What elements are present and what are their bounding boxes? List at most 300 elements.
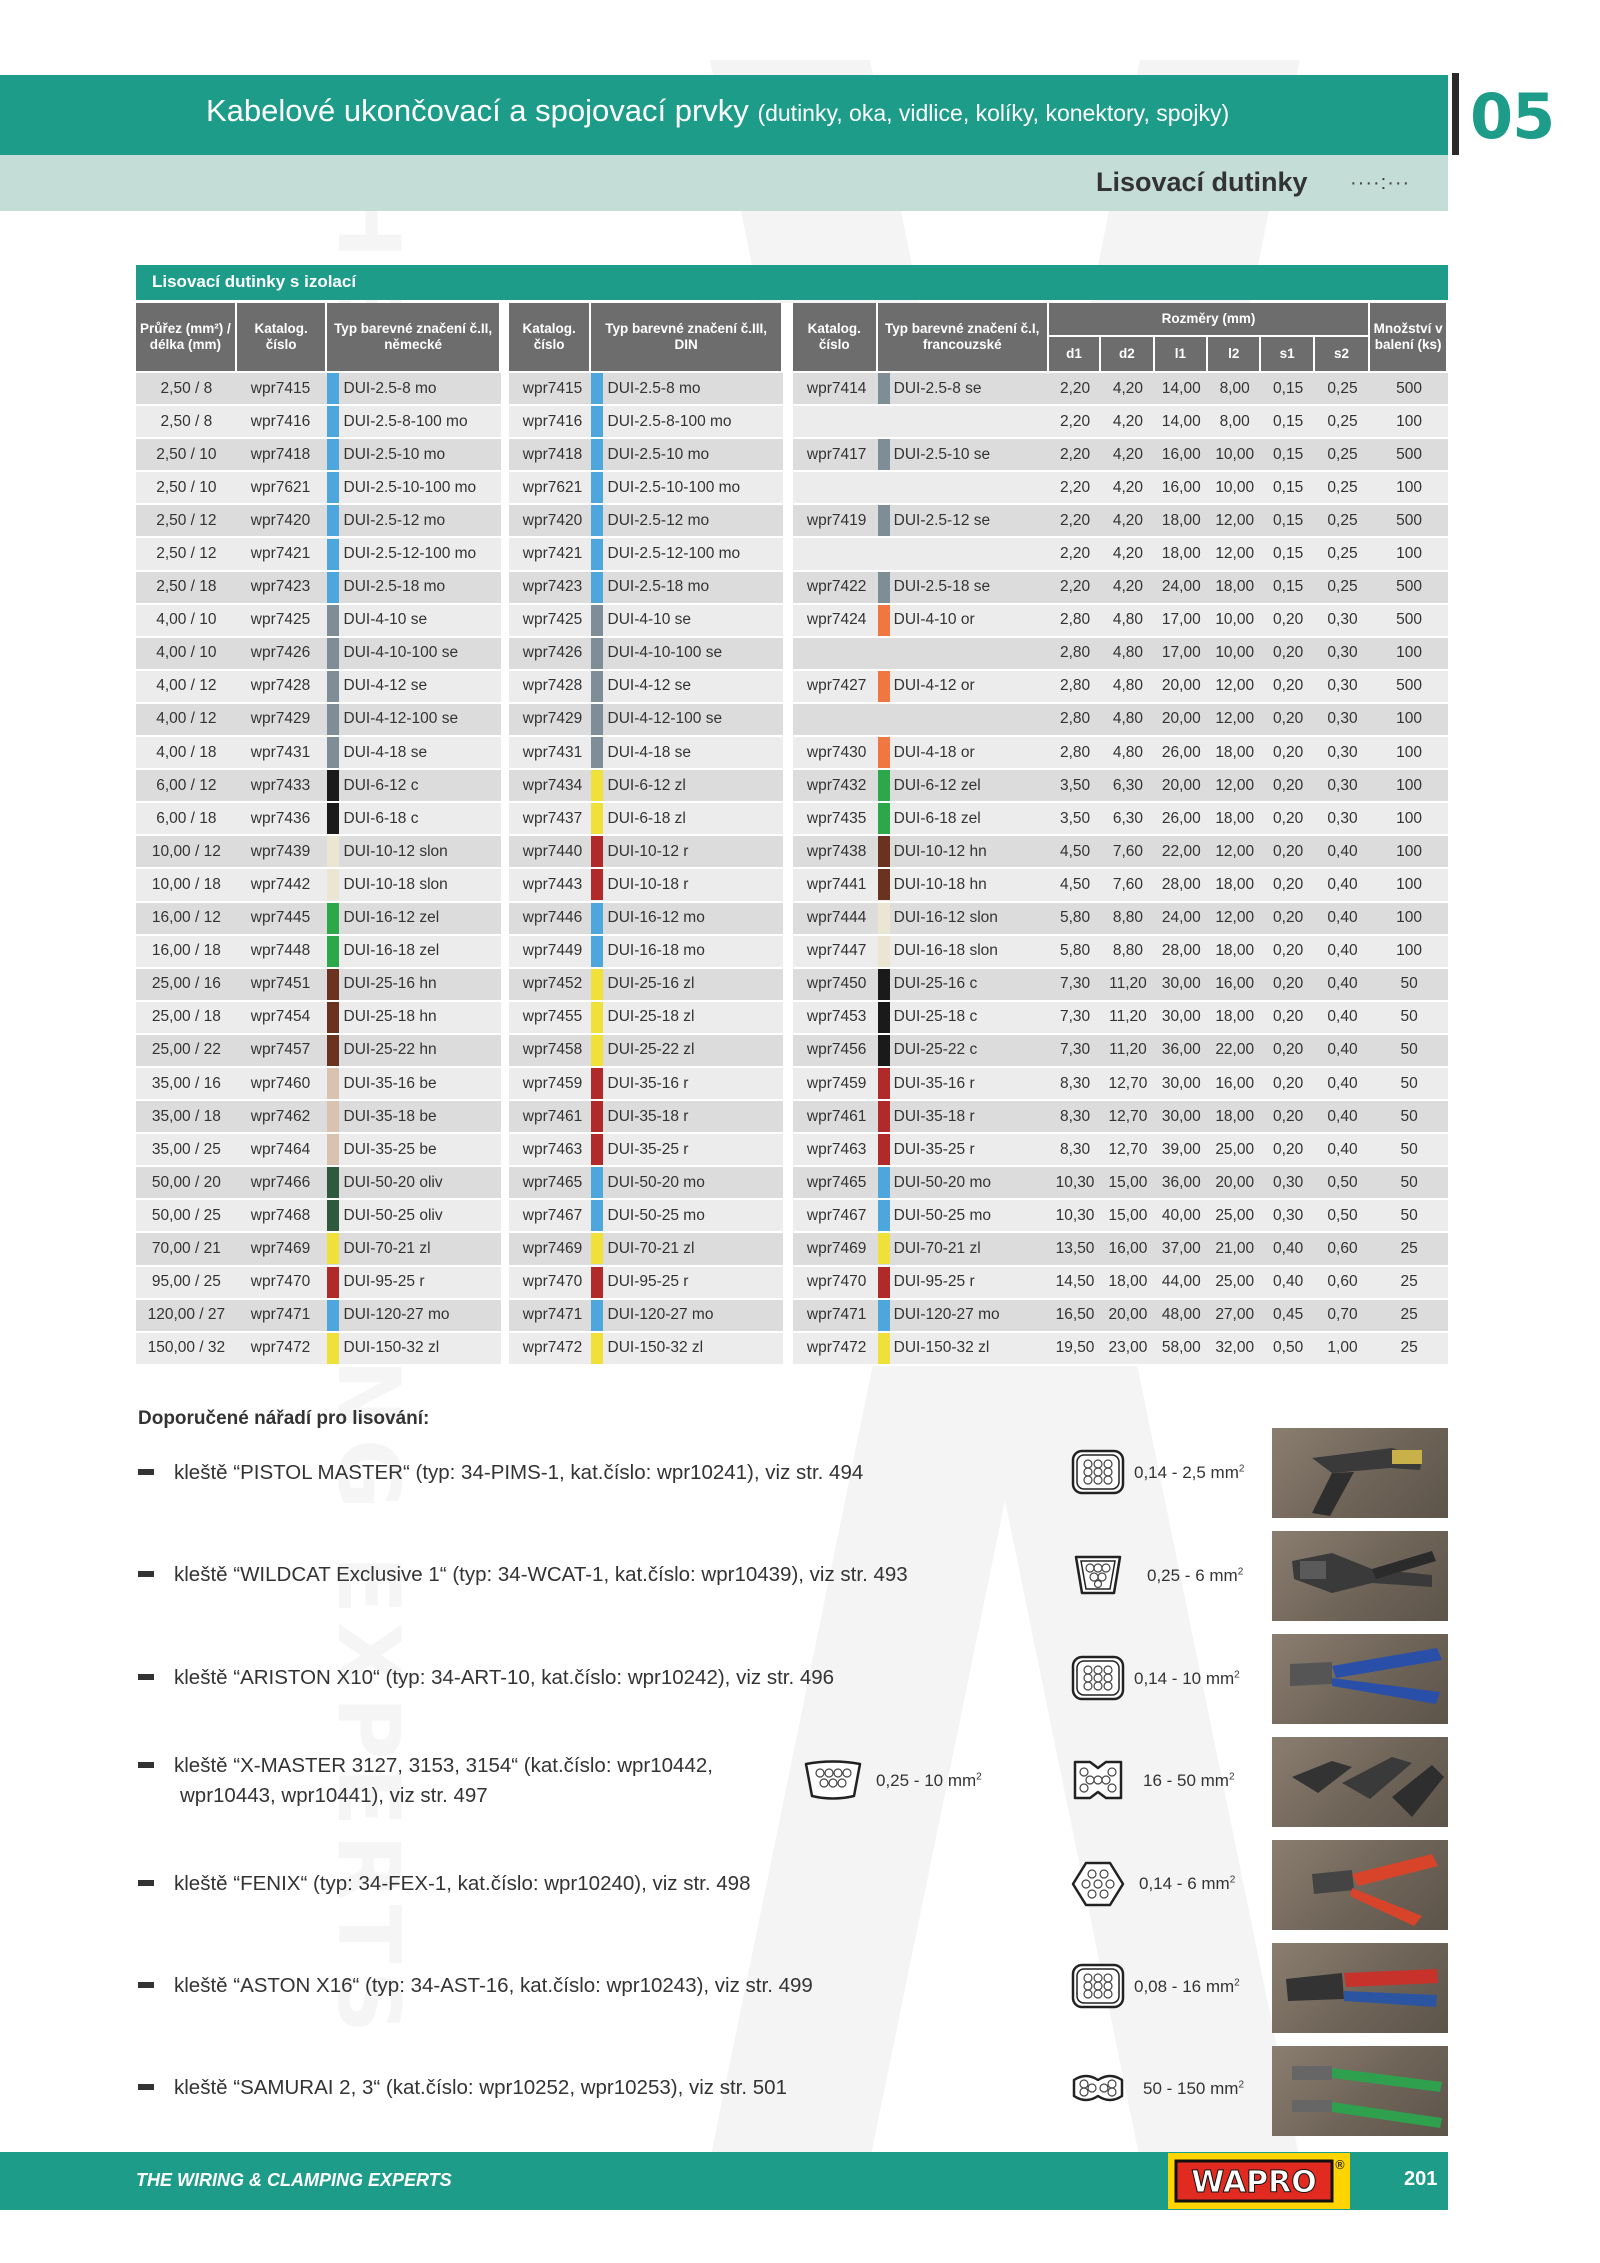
type-cell: DUI-25-16 c	[890, 969, 1049, 1002]
dimension-cell: 30,00	[1155, 969, 1208, 1002]
catalog-number-cell: wpr7416	[237, 406, 328, 439]
product-table	[136, 303, 1448, 1366]
catalog-number-cell: wpr7417	[793, 439, 878, 472]
catalog-number-cell: wpr7470	[793, 1267, 878, 1300]
quantity-cell: 100	[1370, 903, 1448, 936]
color-swatch	[878, 1167, 890, 1200]
header-dimensions: Rozměry (mm)	[1049, 303, 1370, 337]
dimension-cell: 7,30	[1049, 1035, 1101, 1068]
type-cell: DUI-35-18 r	[604, 1101, 783, 1134]
catalog-number-cell: wpr7431	[237, 737, 328, 770]
table-row	[136, 1002, 1448, 1035]
color-swatch	[878, 1002, 890, 1035]
crimp-range-label: 0,14 - 6 $mm^2$	[1139, 1874, 1236, 1893]
crimp-trapezoid-icon	[800, 1756, 866, 1804]
color-swatch	[327, 1233, 339, 1266]
table-row	[136, 472, 1448, 505]
dimension-cell: 19,50	[1049, 1333, 1101, 1366]
type-cell: DUI-70-21 zl	[340, 1233, 501, 1266]
crimp-range-label: 50 - 150 $mm^2$	[1143, 2079, 1244, 2098]
dimension-cell: 12,00	[1208, 704, 1261, 737]
dimension-cell: 0,20	[1261, 605, 1314, 638]
quantity-cell: 500	[1370, 671, 1448, 704]
type-cell: DUI-25-18 zl	[604, 1002, 783, 1035]
table-row	[136, 671, 1448, 704]
color-swatch	[327, 572, 339, 605]
type-cell: DUI-25-16 hn	[340, 969, 501, 1002]
dimension-cell: 40,00	[1155, 1200, 1208, 1233]
dimension-cell: 3,50	[1049, 803, 1101, 836]
dimension-cell: 22,00	[1155, 836, 1208, 869]
type-cell: DUI-2.5-8-100 mo	[604, 406, 783, 439]
quantity-cell: 50	[1370, 1200, 1448, 1233]
header-l2: l2	[1208, 337, 1261, 373]
catalog-number-cell: wpr7420	[509, 505, 592, 538]
dimension-cell: 24,00	[1155, 572, 1208, 605]
dimension-cell: 44,00	[1155, 1267, 1208, 1300]
type-cell: DUI-95-25 r	[340, 1267, 501, 1300]
dimension-cell: 5,80	[1049, 936, 1101, 969]
catalog-number-cell: wpr7471	[237, 1300, 328, 1333]
dimension-cell: 4,50	[1049, 836, 1101, 869]
type-cell: DUI-50-25 oliv	[340, 1200, 501, 1233]
color-swatch	[327, 969, 339, 1002]
type-cell: DUI-2.5-8 se	[890, 373, 1049, 406]
tool-text: kleště “X-MASTER 3127, 3153, 3154“ (kat.číslo: wpr10442,	[174, 1754, 713, 1777]
quantity-cell: 500	[1370, 505, 1448, 538]
dimension-cell: 25,00	[1208, 1200, 1261, 1233]
catalog-number-cell: wpr7466	[237, 1167, 328, 1200]
tool-text: kleště “WILDCAT Exclusive 1“ (typ: 34-WCAT-1, kat.číslo: wpr10439), viz str. 493	[174, 1563, 908, 1586]
dimension-cell: 30,00	[1155, 1002, 1208, 1035]
table-row	[136, 1267, 1448, 1300]
catalog-number-cell: wpr7418	[237, 439, 328, 472]
dimension-cell: 0,20	[1261, 671, 1314, 704]
fenix-tool-image	[1272, 1840, 1448, 1930]
dimension-cell: 48,00	[1155, 1300, 1208, 1333]
color-swatch	[327, 704, 339, 737]
tool-item-samurai	[138, 2073, 787, 2103]
color-swatch	[591, 1101, 603, 1134]
catalog-number-cell: wpr7457	[237, 1035, 328, 1068]
cross-section-cell: 35,00 / 18	[136, 1101, 237, 1134]
dimension-cell: 10,30	[1049, 1167, 1101, 1200]
type-cell: DUI-50-25 mo	[890, 1200, 1049, 1233]
type-cell: DUI-2.5-10 mo	[604, 439, 783, 472]
header-catalog: Katalog. číslo	[237, 303, 328, 373]
dimension-cell: 36,00	[1155, 1035, 1208, 1068]
tool-item-pistol-master	[138, 1458, 863, 1488]
catalog-number-cell: wpr7430	[793, 737, 878, 770]
catalog-number-cell: wpr7423	[237, 572, 328, 605]
type-cell: DUI-16-18 zel	[340, 936, 501, 969]
dimension-cell: 14,50	[1049, 1267, 1101, 1300]
quantity-cell: 50	[1370, 1035, 1448, 1068]
dimension-cell: 2,80	[1049, 737, 1101, 770]
color-swatch	[878, 936, 890, 969]
quantity-cell: 25	[1370, 1267, 1448, 1300]
color-swatch	[878, 406, 890, 439]
dimension-cell: 12,00	[1208, 505, 1261, 538]
color-swatch	[591, 1134, 603, 1167]
dimension-cell: 18,00	[1208, 1002, 1261, 1035]
dimension-cell: 16,00	[1208, 969, 1261, 1002]
dimension-cell: 18,00	[1208, 1101, 1261, 1134]
dimension-cell: 8,80	[1101, 936, 1154, 969]
catalog-number-cell: wpr7467	[793, 1200, 878, 1233]
dimension-cell: 0,15	[1261, 505, 1314, 538]
cross-section-cell: 6,00 / 18	[136, 803, 237, 836]
footer-slogan: THE WIRING & CLAMPING EXPERTS	[136, 2170, 452, 2190]
dimension-cell: 0,40	[1261, 1233, 1314, 1266]
color-swatch	[327, 605, 339, 638]
bullet-icon	[138, 1469, 154, 1475]
dimension-cell: 0,20	[1261, 869, 1314, 902]
dimension-cell: 27,00	[1208, 1300, 1261, 1333]
quantity-cell: 100	[1370, 737, 1448, 770]
logo-text: WAPRO	[1191, 2165, 1317, 2200]
type-cell: DUI-6-12 zl	[604, 770, 783, 803]
type-cell: DUI-25-18 hn	[340, 1002, 501, 1035]
dimension-cell: 4,20	[1101, 538, 1154, 571]
type-cell: DUI-2.5-10 mo	[340, 439, 501, 472]
catalog-number-cell: wpr7621	[237, 472, 328, 505]
color-swatch	[878, 373, 890, 406]
dimension-cell: 0,60	[1315, 1233, 1370, 1266]
dimension-cell: 12,00	[1208, 903, 1261, 936]
table-row	[136, 406, 1448, 439]
catalog-number-cell: wpr7437	[509, 803, 592, 836]
dimension-cell: 37,00	[1155, 1233, 1208, 1266]
catalog-number-cell: wpr7443	[509, 869, 592, 902]
color-swatch	[591, 936, 603, 969]
quantity-cell: 50	[1370, 1101, 1448, 1134]
color-swatch	[878, 1333, 890, 1366]
type-cell	[890, 638, 1049, 671]
catalog-number-cell: wpr7449	[509, 936, 592, 969]
dimension-cell: 0,40	[1315, 1068, 1370, 1101]
tool-text: kleště “PISTOL MASTER“ (typ: 34-PIMS-1, kat.číslo: wpr10241), viz str. 494	[174, 1461, 864, 1484]
table-row	[136, 1200, 1448, 1233]
color-swatch	[591, 1233, 603, 1266]
dimension-cell: 0,40	[1315, 836, 1370, 869]
catalog-number-cell: wpr7471	[793, 1300, 878, 1333]
catalog-number-cell: wpr7428	[237, 671, 328, 704]
dimension-cell: 0,30	[1315, 671, 1370, 704]
color-swatch	[327, 1035, 339, 1068]
dimension-cell: 0,40	[1315, 1035, 1370, 1068]
bullet-icon	[138, 1880, 154, 1886]
catalog-number-cell: wpr7421	[237, 538, 328, 571]
color-swatch	[591, 803, 603, 836]
catalog-number-cell: wpr7472	[509, 1333, 592, 1366]
dimension-cell: 8,30	[1049, 1134, 1101, 1167]
header-s1: s1	[1261, 337, 1314, 373]
dimension-cell: 12,00	[1208, 538, 1261, 571]
dimension-cell: 0,40	[1315, 1134, 1370, 1167]
quantity-cell: 500	[1370, 373, 1448, 406]
catalog-number-cell: wpr7426	[237, 638, 328, 671]
crimp-range-label: 0,14 - 2,5 $mm^2$	[1134, 1463, 1245, 1482]
color-swatch	[878, 439, 890, 472]
dimension-cell: 6,30	[1101, 803, 1154, 836]
dimension-cell: 25,00	[1208, 1267, 1261, 1300]
type-cell: DUI-6-12 zel	[890, 770, 1049, 803]
dimension-cell: 10,30	[1049, 1200, 1101, 1233]
color-swatch	[878, 538, 890, 571]
dimension-cell: 0,40	[1315, 903, 1370, 936]
tool-item-fenix	[138, 1869, 750, 1899]
type-cell: DUI-16-18 slon	[890, 936, 1049, 969]
table-row	[136, 373, 1448, 406]
cross-section-cell: 25,00 / 18	[136, 1002, 237, 1035]
dimension-cell: 16,00	[1155, 472, 1208, 505]
color-swatch	[591, 1267, 603, 1300]
catalog-number-cell: wpr7469	[509, 1233, 592, 1266]
dimension-cell: 7,60	[1101, 869, 1154, 902]
catalog-number-cell: wpr7450	[793, 969, 878, 1002]
dimension-cell: 2,80	[1049, 638, 1101, 671]
dimension-cell: 0,70	[1315, 1300, 1370, 1333]
dimension-cell: 0,25	[1315, 439, 1370, 472]
dimension-cell: 13,50	[1049, 1233, 1101, 1266]
catalog-number-cell	[793, 538, 878, 571]
catalog-number-cell: wpr7448	[237, 936, 328, 969]
type-cell: DUI-6-18 zel	[890, 803, 1049, 836]
dimension-cell: 0,20	[1261, 1101, 1314, 1134]
type-cell: DUI-2.5-12 se	[890, 505, 1049, 538]
catalog-number-cell	[793, 638, 878, 671]
dimension-cell: 20,00	[1155, 671, 1208, 704]
cross-section-cell: 50,00 / 20	[136, 1167, 237, 1200]
dimension-cell: 4,20	[1101, 373, 1154, 406]
catalog-number-cell: wpr7423	[509, 572, 592, 605]
color-swatch	[591, 605, 603, 638]
cross-section-cell: 4,00 / 10	[136, 605, 237, 638]
dimension-cell: 2,20	[1049, 505, 1101, 538]
dimension-cell: 15,00	[1101, 1200, 1154, 1233]
dimension-cell: 14,00	[1155, 406, 1208, 439]
dimension-cell: 0,15	[1261, 439, 1314, 472]
table-row	[136, 1035, 1448, 1068]
quantity-cell: 500	[1370, 605, 1448, 638]
page-title: Kabelové ukončovací a spojovací prvky (dutinky, oka, vidlice, kolíky, konektory, spojky)	[206, 93, 1230, 128]
color-swatch	[878, 903, 890, 936]
crimp-square-icon	[1070, 1654, 1126, 1702]
type-cell: DUI-4-10 se	[340, 605, 501, 638]
tools-heading: Doporučené nářadí pro lisování:	[138, 1408, 430, 1429]
color-swatch	[591, 1300, 603, 1333]
quantity-cell: 25	[1370, 1233, 1448, 1266]
tool-text: kleště “ASTON X16“ (typ: 34-AST-16, kat.číslo: wpr10243), viz str. 499	[174, 1974, 813, 1997]
dimension-cell: 0,40	[1315, 869, 1370, 902]
type-cell: DUI-4-18 or	[890, 737, 1049, 770]
dimension-cell: 0,30	[1315, 638, 1370, 671]
type-cell: DUI-25-22 c	[890, 1035, 1049, 1068]
ariston-tool-image	[1272, 1634, 1448, 1724]
table-row	[136, 505, 1448, 538]
bullet-icon	[138, 2084, 154, 2090]
dimension-cell: 10,00	[1208, 439, 1261, 472]
table-row	[136, 1167, 1448, 1200]
color-swatch	[327, 1002, 339, 1035]
color-swatch	[591, 638, 603, 671]
dimension-cell: 26,00	[1155, 737, 1208, 770]
dimension-cell: 0,20	[1261, 638, 1314, 671]
cross-section-cell: 4,00 / 12	[136, 704, 237, 737]
color-swatch	[878, 803, 890, 836]
dimension-cell: 0,30	[1261, 1200, 1314, 1233]
dimension-cell: 17,00	[1155, 605, 1208, 638]
dimension-cell: 0,25	[1315, 572, 1370, 605]
dimension-cell: 0,15	[1261, 572, 1314, 605]
quantity-cell: 100	[1370, 406, 1448, 439]
header-quantity: Množství v balení (ks)	[1370, 303, 1448, 373]
color-swatch	[327, 373, 339, 406]
table-row	[136, 605, 1448, 638]
color-swatch	[327, 638, 339, 671]
dimension-cell: 20,00	[1155, 770, 1208, 803]
type-cell: DUI-95-25 r	[604, 1267, 783, 1300]
section-number: 05	[1470, 80, 1555, 153]
dimension-cell: 24,00	[1155, 903, 1208, 936]
table-row	[136, 1300, 1448, 1333]
table-row	[136, 1134, 1448, 1167]
type-cell: DUI-35-25 r	[890, 1134, 1049, 1167]
table-row	[136, 572, 1448, 605]
cross-section-cell: 150,00 / 32	[136, 1333, 237, 1366]
crimp-double-icon	[1070, 2064, 1126, 2112]
color-swatch	[327, 770, 339, 803]
table-row	[136, 538, 1448, 571]
dimension-cell: 2,20	[1049, 538, 1101, 571]
table-row	[136, 903, 1448, 936]
section-title: Lisovací dutinky	[1096, 167, 1308, 197]
type-cell: DUI-2.5-12 mo	[604, 505, 783, 538]
dimension-cell: 0,40	[1315, 1002, 1370, 1035]
catalog-number-cell: wpr7469	[793, 1233, 878, 1266]
crimp-range-label: 16 - 50 $mm^2$	[1143, 1771, 1235, 1790]
type-cell: DUI-4-12-100 se	[604, 704, 783, 737]
crimp-square-icon	[1070, 1448, 1126, 1496]
cross-section-cell: 10,00 / 18	[136, 869, 237, 902]
type-cell: DUI-120-27 mo	[890, 1300, 1049, 1333]
type-cell	[890, 538, 1049, 571]
table-row	[136, 836, 1448, 869]
type-cell: DUI-10-12 hn	[890, 836, 1049, 869]
dimension-cell: 0,30	[1315, 737, 1370, 770]
dimension-cell: 0,20	[1261, 836, 1314, 869]
color-swatch	[591, 903, 603, 936]
color-swatch	[591, 1200, 603, 1233]
cross-section-cell: 6,00 / 12	[136, 770, 237, 803]
dimension-cell: 30,00	[1155, 1101, 1208, 1134]
dimension-cell: 30,00	[1155, 1068, 1208, 1101]
pistol-master-tool-image	[1272, 1428, 1448, 1518]
catalog-number-cell: wpr7418	[509, 439, 592, 472]
cross-section-cell: 2,50 / 10	[136, 439, 237, 472]
cross-section-cell: 16,00 / 18	[136, 936, 237, 969]
dimension-cell: 32,00	[1208, 1333, 1261, 1366]
dimension-cell: 18,00	[1208, 803, 1261, 836]
dimension-cell: 2,20	[1049, 373, 1101, 406]
dimension-cell: 0,25	[1315, 538, 1370, 571]
dimension-cell: 4,20	[1101, 406, 1154, 439]
type-cell	[890, 704, 1049, 737]
dimension-cell: 18,00	[1155, 505, 1208, 538]
type-cell: DUI-4-10 or	[890, 605, 1049, 638]
x-master-tool-image	[1272, 1737, 1448, 1827]
table-row	[136, 439, 1448, 472]
header-d1: d1	[1049, 337, 1101, 373]
dimension-cell: 16,00	[1155, 439, 1208, 472]
type-cell: DUI-25-18 c	[890, 1002, 1049, 1035]
dimension-cell: 4,20	[1101, 472, 1154, 505]
dimension-cell: 4,80	[1101, 605, 1154, 638]
dimension-cell: 4,80	[1101, 671, 1154, 704]
catalog-number-cell: wpr7433	[237, 770, 328, 803]
dimension-cell: 8,00	[1208, 406, 1261, 439]
catalog-number-cell: wpr7434	[509, 770, 592, 803]
table-row	[136, 770, 1448, 803]
catalog-number-cell: wpr7415	[509, 373, 592, 406]
tool-text: kleště “ARISTON X10“ (typ: 34-ART-10, kat.číslo: wpr10242), viz str. 496	[174, 1666, 835, 1689]
dimension-cell: 1,00	[1315, 1333, 1370, 1366]
type-cell: DUI-35-25 be	[340, 1134, 501, 1167]
type-cell: DUI-70-21 zl	[604, 1233, 783, 1266]
tool-text: kleště “FENIX“ (typ: 34-FEX-1, kat.číslo: wpr10240), viz str. 498	[174, 1872, 751, 1895]
type-cell: DUI-35-18 be	[340, 1101, 501, 1134]
dimension-cell: 26,00	[1155, 803, 1208, 836]
crimp-range-label: 0,25 - 10 $mm^2$	[876, 1771, 982, 1790]
type-cell: DUI-35-25 r	[604, 1134, 783, 1167]
color-swatch	[327, 737, 339, 770]
dimension-cell: 0,20	[1261, 903, 1314, 936]
dimension-cell: 4,20	[1101, 505, 1154, 538]
type-cell: DUI-150-32 zl	[340, 1333, 501, 1366]
cross-section-cell: 50,00 / 25	[136, 1200, 237, 1233]
catalog-number-cell: wpr7456	[793, 1035, 878, 1068]
samurai-tool-image	[1272, 2046, 1448, 2136]
dimension-cell: 0,15	[1261, 472, 1314, 505]
dimension-cell: 0,20	[1261, 737, 1314, 770]
type-cell	[890, 406, 1049, 439]
quantity-cell: 50	[1370, 1068, 1448, 1101]
header-catalog: Katalog. číslo	[509, 303, 592, 373]
dimension-cell: 0,60	[1315, 1267, 1370, 1300]
type-cell: DUI-4-10 se	[604, 605, 783, 638]
color-swatch	[878, 638, 890, 671]
catalog-number-cell: wpr7462	[237, 1101, 328, 1134]
type-cell: DUI-16-12 zel	[340, 903, 501, 936]
cross-section-cell: 10,00 / 12	[136, 836, 237, 869]
quantity-cell: 100	[1370, 472, 1448, 505]
header-l1: l1	[1155, 337, 1208, 373]
table-row	[136, 638, 1448, 671]
table-row	[136, 1068, 1448, 1101]
type-cell: DUI-35-18 r	[890, 1101, 1049, 1134]
type-cell: DUI-150-32 zl	[604, 1333, 783, 1366]
dimension-cell: 4,20	[1101, 439, 1154, 472]
type-cell: DUI-25-22 hn	[340, 1035, 501, 1068]
type-cell: DUI-120-27 mo	[604, 1300, 783, 1333]
quantity-cell: 100	[1370, 803, 1448, 836]
catalog-number-cell: wpr7452	[509, 969, 592, 1002]
header-type-ii: Typ barevné značení č.II, německé	[327, 303, 500, 373]
color-swatch	[878, 472, 890, 505]
dimension-cell: 2,80	[1049, 704, 1101, 737]
dimension-cell: 0,30	[1315, 605, 1370, 638]
